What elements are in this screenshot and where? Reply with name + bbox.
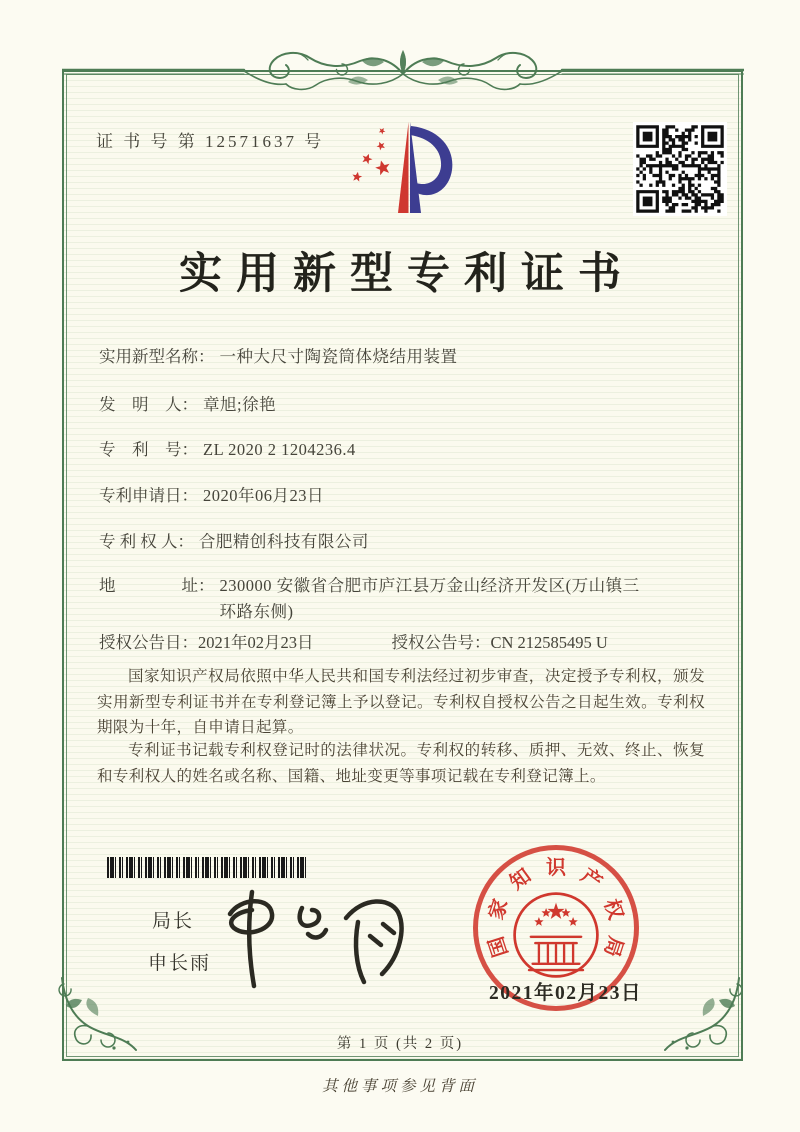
field-row-patent-no	[99, 437, 356, 463]
director-name: 申长雨	[148, 953, 212, 974]
field-row-filing-date	[99, 483, 324, 509]
grant-announcement-row	[99, 629, 608, 653]
field-row-name	[99, 344, 458, 370]
seal-char: 产	[576, 864, 606, 895]
qr-code-icon	[633, 122, 727, 216]
back-side-note: 其他事项参见背面	[321, 1078, 478, 1095]
page-number: 第 1 页 (共 2 页)	[336, 1036, 464, 1052]
legal-paragraph: 国家知识产权局依照中华人民共和国专利法经过初步审查，决定授予专利权，颁发实用新型专利证书并在专利登记簿上予以登记。专利权自授权公告之日起生效。专利权期限为十年，自申请日起算。	[97, 668, 705, 736]
national-emblem-icon	[511, 890, 601, 980]
grant-number-pair	[392, 629, 608, 653]
field-value: 230000 安徽省合肥市庐江县万金山经济开发区(万山镇三环路东侧)	[219, 576, 640, 621]
seal-char: 家	[485, 896, 513, 923]
field-label: 授权公告号：	[391, 633, 491, 652]
field-value: 2020年06月23日	[203, 486, 324, 505]
field-label: 专利申请日：	[99, 486, 198, 505]
field-value: 章旭;徐艳	[203, 395, 277, 414]
field-value: 一种大尺寸陶瓷筒体烧结用装置	[219, 347, 458, 366]
field-label: 专 利 号：	[99, 440, 198, 459]
grant-date-pair	[99, 629, 314, 653]
field-row-inventor	[99, 392, 276, 418]
field-value: 合肥精创科技有限公司	[198, 532, 369, 551]
seal-date: 2021年02月23日	[489, 983, 643, 1004]
seal-char: 知	[506, 864, 536, 895]
field-value: CN 212585495 U	[490, 633, 608, 652]
cnipa-logo-icon	[336, 116, 464, 216]
field-label: 发 明 人：	[99, 395, 198, 414]
certificate-number: 证 书 号 第 12571637 号	[96, 132, 325, 151]
seal-char: 识	[546, 857, 566, 879]
seal-char: 局	[599, 933, 627, 960]
field-label: 授权公告日：	[99, 633, 198, 652]
field-row-patentee	[99, 529, 369, 555]
field-label: 专 利 权 人：	[99, 532, 194, 551]
field-label: 实用新型名称：	[99, 347, 215, 366]
field-value: ZL 2020 2 1204236.4	[203, 440, 356, 459]
seal-char: 国	[485, 933, 513, 960]
director-signature	[218, 880, 413, 992]
certificate-title: 实用新型专利证书	[179, 251, 635, 298]
field-value: 2021年02月23日	[198, 633, 314, 652]
field-label: 地 址：	[99, 576, 215, 595]
field-row-address	[99, 573, 652, 625]
director-title: 局长	[152, 911, 195, 932]
seal-char: 权	[599, 896, 627, 923]
legal-paragraph: 专利证书记载专利权登记时的法律状况。专利权的转移、质押、无效、终止、恢复和专利权人的姓名或名称、国籍、地址变更等事项记载在专利登记簿上。	[97, 742, 705, 785]
barcode	[107, 857, 309, 878]
